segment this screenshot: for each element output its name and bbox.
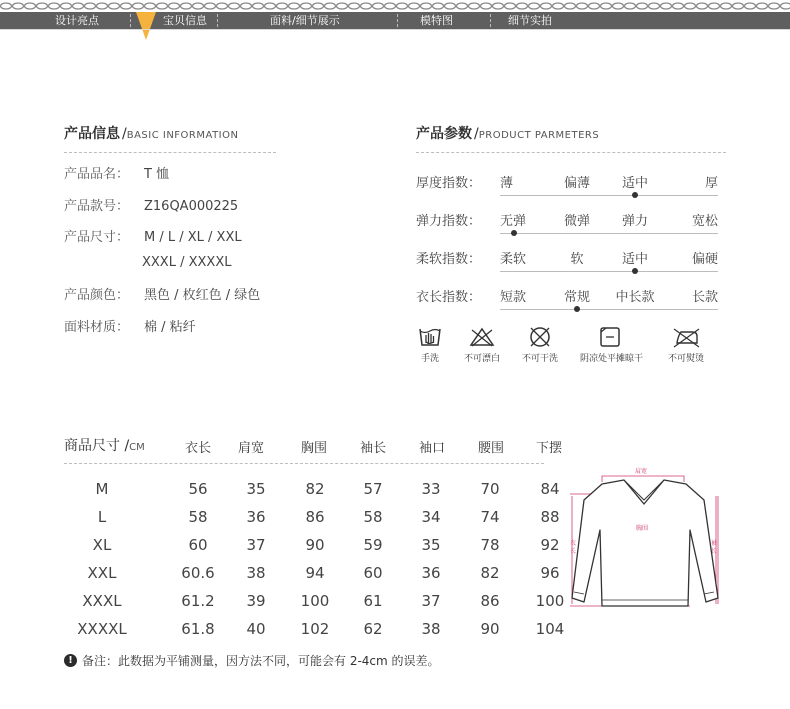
- info-label: 产品颜色：: [64, 288, 130, 303]
- info-label: 面料材质：: [64, 320, 130, 335]
- chain-link: [589, 3, 600, 9]
- chain-link: [397, 3, 408, 9]
- column-header: 肩宽: [238, 441, 265, 456]
- chain-link: [169, 3, 180, 9]
- table-cell: 92: [540, 536, 560, 554]
- table-cell: 39: [246, 592, 266, 610]
- column-header: 腰围: [478, 441, 505, 456]
- nav-separator: [130, 14, 131, 27]
- param-option: 长款: [691, 290, 718, 305]
- params-subtitle: PRODUCT PARMETERS: [478, 130, 600, 141]
- chain-link: [757, 3, 768, 9]
- params-title: 产品参数: [416, 126, 472, 142]
- nav-divider: [0, 29, 790, 30]
- param-selected-marker: [632, 268, 638, 274]
- hand-wash-icon: [417, 326, 443, 348]
- chain-link: [85, 3, 96, 9]
- care-label: 不可漂白: [463, 354, 500, 364]
- chain-link: [193, 3, 204, 9]
- chain-link: [781, 3, 790, 9]
- chain-link: [601, 3, 612, 9]
- param-selected-marker: [511, 230, 517, 236]
- info-row-size: [64, 229, 242, 247]
- table-cell: 62: [363, 620, 383, 638]
- divider: [64, 463, 544, 464]
- table-cell: 86: [305, 508, 325, 526]
- table-cell: 104: [535, 620, 565, 638]
- chain-link: [721, 3, 732, 9]
- param-option: 厚: [704, 176, 718, 191]
- chain-link: [481, 3, 492, 9]
- size-label: XXL: [87, 564, 117, 582]
- column-header: 胸围: [301, 441, 328, 456]
- chain-link: [337, 3, 348, 9]
- info-row-color: [64, 287, 260, 305]
- table-cell: 94: [305, 564, 325, 582]
- chain-link: [301, 3, 312, 9]
- size-label: XXXXL: [77, 620, 127, 638]
- info-value: Z16QA000225: [144, 199, 239, 214]
- chain-link: [577, 3, 588, 9]
- chain-link: [385, 3, 396, 9]
- param-option: 适中: [621, 252, 648, 267]
- size-table-unit: CM: [129, 442, 145, 453]
- param-option: 微弹: [563, 214, 590, 229]
- chain-link: [637, 3, 648, 9]
- chain-link: [541, 3, 552, 9]
- chain-link: [157, 3, 168, 9]
- info-row-material: [64, 319, 196, 337]
- param-option: 无弹: [500, 214, 527, 229]
- diagram-label-sleeve: 袖长: [711, 540, 718, 555]
- chain-link: [313, 3, 324, 9]
- chain-link: [229, 3, 240, 9]
- info-row-name: [64, 166, 169, 184]
- table-cell: 36: [246, 508, 266, 526]
- param-option: 适中: [621, 176, 648, 191]
- param-label: 衣长指数：: [416, 290, 482, 305]
- chain-link: [121, 3, 132, 9]
- care-item: [510, 326, 570, 364]
- param-option: 常规: [563, 290, 590, 305]
- param-selected-marker: [632, 192, 638, 198]
- chain-link: [625, 3, 636, 9]
- chain-link: [97, 3, 108, 9]
- chain-link: [181, 3, 192, 9]
- table-cell: 36: [421, 564, 441, 582]
- param-label: 柔软指数：: [416, 252, 482, 267]
- chain-link: [361, 3, 372, 9]
- chain-link: [409, 3, 420, 9]
- table-cell: 57: [363, 480, 383, 498]
- table-cell: 90: [480, 620, 500, 638]
- chain-link: [265, 3, 276, 9]
- care-item: [452, 326, 512, 364]
- param-selected-marker: [574, 306, 580, 312]
- chain-link: [649, 3, 660, 9]
- chain-link: [769, 3, 780, 9]
- chain-link: [349, 3, 360, 9]
- chain-link: [517, 3, 528, 9]
- no-iron-icon: [671, 326, 701, 348]
- no-tumble-dry-icon: [527, 326, 553, 348]
- table-cell: 74: [480, 508, 500, 526]
- size-label: XXXL: [82, 592, 122, 610]
- care-label: 不可干洗: [521, 354, 558, 364]
- care-label: 不可熨烫: [667, 354, 704, 364]
- column-header: 袖口: [419, 441, 446, 456]
- chain-link: [289, 3, 300, 9]
- chain-link: [37, 3, 48, 9]
- table-cell: 37: [246, 536, 266, 554]
- chain-link: [133, 3, 144, 9]
- measurement-note: [64, 652, 440, 669]
- chain-link: [697, 3, 708, 9]
- table-cell: 96: [540, 564, 560, 582]
- nav-item-model-photos[interactable]: 模特图: [420, 14, 453, 27]
- info-label: 产品尺寸：: [64, 230, 130, 245]
- chain-link: [529, 3, 540, 9]
- info-label: 产品品名：: [64, 167, 130, 182]
- chain-link: [145, 3, 156, 9]
- table-cell: 38: [421, 620, 441, 638]
- info-value: M / L / XL / XXL: [144, 230, 242, 245]
- care-item: [580, 326, 644, 364]
- info-row-style-number: [64, 198, 238, 216]
- table-cell: 100: [300, 592, 330, 610]
- chain-link: [493, 3, 504, 9]
- size-label: XL: [92, 536, 112, 554]
- table-cell: 58: [188, 508, 208, 526]
- chain-link: [661, 3, 672, 9]
- table-cell: 82: [305, 480, 325, 498]
- care-label: 阴凉处平摊晾干: [580, 354, 644, 364]
- divider: [416, 152, 726, 153]
- param-scale-line: [500, 233, 718, 234]
- info-value: 棉 / 粘纤: [144, 320, 196, 335]
- table-cell: 60: [188, 536, 208, 554]
- table-cell: 56: [188, 480, 208, 498]
- nav-bar: [0, 12, 790, 29]
- info-value: 黑色 / 枚红色 / 绿色: [144, 288, 261, 303]
- info-value-size-continued: XXXL / XXXXL: [142, 255, 232, 270]
- basic-info-subtitle: BASIC INFORMATION: [126, 130, 239, 141]
- basic-info-title: 产品信息: [64, 126, 120, 142]
- care-item: [400, 326, 460, 364]
- nav-separator: [217, 14, 218, 27]
- info-value: T 恤: [144, 167, 170, 182]
- table-cell: 34: [421, 508, 441, 526]
- param-option: 中长款: [615, 290, 655, 305]
- table-cell: 102: [300, 620, 330, 638]
- chain-link: [553, 3, 564, 9]
- chain-link: [673, 3, 684, 9]
- size-label: M: [95, 480, 109, 498]
- table-cell: 61: [363, 592, 383, 610]
- param-option: 软: [570, 252, 584, 267]
- chain-link: [709, 3, 720, 9]
- no-bleach-icon: [468, 326, 496, 348]
- dry-in-shade-icon: [597, 326, 623, 348]
- chain-link: [457, 3, 468, 9]
- table-cell: 35: [246, 480, 266, 498]
- diagram-label-length: 衣长: [570, 540, 577, 555]
- chain-link: [685, 3, 696, 9]
- table-cell: 84: [540, 480, 560, 498]
- divider: [64, 152, 276, 153]
- table-cell: 59: [363, 536, 383, 554]
- params-heading: 产品参数 /PRODUCT PARMETERS: [416, 126, 600, 142]
- chain-link: [613, 3, 624, 9]
- info-label: 产品款号：: [64, 199, 130, 214]
- table-cell: 82: [480, 564, 500, 582]
- table-cell: 35: [421, 536, 441, 554]
- size-table-title: [64, 435, 145, 455]
- param-option: 偏薄: [563, 176, 590, 191]
- chain-link: [745, 3, 756, 9]
- chain-link: [13, 3, 24, 9]
- chain-link: [325, 3, 336, 9]
- basic-info-heading: 产品信息 /BASIC INFORMATION: [64, 126, 239, 142]
- chain-link: [433, 3, 444, 9]
- param-option: 柔软: [500, 252, 527, 267]
- care-label: 手洗: [420, 354, 439, 364]
- chain-link: [505, 3, 516, 9]
- nav-separator: [397, 14, 398, 27]
- param-option: 偏硬: [691, 252, 718, 267]
- chain-link: [61, 3, 72, 9]
- chain-link: [205, 3, 216, 9]
- chain-link: [1, 3, 12, 9]
- column-header: 袖长: [360, 441, 387, 456]
- chain-link: [73, 3, 84, 9]
- table-cell: 86: [480, 592, 500, 610]
- exclamation-icon: !: [64, 654, 77, 667]
- nav-item-product-info[interactable]: 宝贝信息: [163, 14, 207, 27]
- note-text: 备注：此数据为平铺测量，因方法不同，可能会有 2-4cm 的误差。: [82, 654, 440, 668]
- table-cell: 60.6: [181, 564, 215, 582]
- chain-link: [253, 3, 264, 9]
- chain-link: [373, 3, 384, 9]
- table-cell: 60: [363, 564, 383, 582]
- chain-link: [565, 3, 576, 9]
- table-cell: 58: [363, 508, 383, 526]
- table-cell: 61.2: [181, 592, 215, 610]
- chain-link: [217, 3, 228, 9]
- table-cell: 61.8: [181, 620, 215, 638]
- chain-link: [49, 3, 60, 9]
- param-scale-line: [500, 309, 718, 310]
- param-label: 弹力指数：: [416, 214, 482, 229]
- nav-item-detail-photos[interactable]: 细节实拍: [508, 14, 552, 27]
- table-cell: 100: [535, 592, 565, 610]
- param-label: 厚度指数：: [416, 176, 482, 191]
- table-cell: 88: [540, 508, 560, 526]
- active-tab-pointer: [136, 12, 156, 40]
- diagram-label-shoulder: 肩宽: [635, 468, 648, 475]
- table-cell: 38: [246, 564, 266, 582]
- param-scale-line: [500, 271, 718, 272]
- column-header: 下摆: [536, 441, 563, 456]
- column-header: 衣长: [185, 441, 212, 456]
- param-option: 薄: [500, 176, 514, 191]
- nav-separator: [490, 14, 491, 27]
- nav-item-fabric-details[interactable]: 面料/细节展示: [270, 14, 340, 27]
- chain-link: [277, 3, 288, 9]
- chain-link: [421, 3, 432, 9]
- care-item: [656, 326, 716, 364]
- chain-border-decoration: [0, 0, 790, 12]
- chain-link: [469, 3, 480, 9]
- param-option: 宽松: [691, 214, 718, 229]
- table-cell: 40: [246, 620, 266, 638]
- garment-measurement-diagram: [566, 460, 726, 610]
- size-table-title-text: 商品尺寸 /: [64, 438, 130, 454]
- table-cell: 78: [480, 536, 500, 554]
- tshirt-outline-icon: [566, 460, 726, 610]
- param-option: 短款: [500, 290, 527, 305]
- chain-link: [25, 3, 36, 9]
- param-option: 弹力: [621, 214, 648, 229]
- diagram-label-chest: 胸围: [636, 525, 649, 532]
- param-scale-line: [500, 195, 718, 196]
- chain-link: [445, 3, 456, 9]
- table-cell: 33: [421, 480, 441, 498]
- chain-link: [733, 3, 744, 9]
- table-cell: 37: [421, 592, 441, 610]
- table-cell: 70: [480, 480, 500, 498]
- size-label: L: [97, 508, 107, 526]
- table-cell: 90: [305, 536, 325, 554]
- chain-link: [241, 3, 252, 9]
- chain-link: [109, 3, 120, 9]
- nav-item-design-highlights[interactable]: 设计亮点: [55, 14, 99, 27]
